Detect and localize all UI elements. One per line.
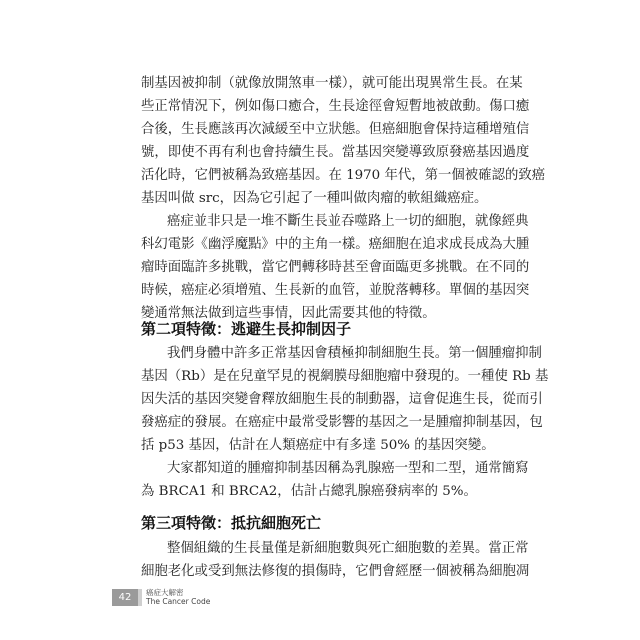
text-line: 時候，癌症必須增殖、生長新的血管，並脫落轉移。單個的基因突	[141, 283, 530, 298]
section-heading-3: 第三項特徵：抵抗細胞死亡	[141, 514, 322, 532]
text-line: 基因叫做 src，因為它引起了一種叫做肉瘤的軟組織癌症。	[141, 191, 488, 206]
book-title: 癌症大解密	[146, 588, 184, 597]
text-line: 括 p53 基因，估計在人類癌症中有多達 50% 的基因突變。	[141, 438, 495, 453]
text-line: 整個組織的生長量僅是新細胞數與死亡細胞數的差異。當正常	[167, 541, 529, 556]
book-subtitle: The Cancer Code	[146, 597, 211, 606]
text-line: 制基因被抑制（就像放開煞車一樣），就可能出現異常生長。在某	[141, 76, 523, 91]
text-line: 活化時，它們被稱為致癌基因。在 1970 年代，第一個被確認的致癌	[141, 168, 546, 183]
text-line: 細胞老化或受到無法修復的損傷時，它們會經歷一個被稱為細胞凋	[141, 564, 530, 579]
text-line: 大家都知道的腫瘤抑制基因稱為乳腺癌一型和二型，通常簡寫	[167, 461, 529, 476]
paragraph-block-1	[141, 72, 546, 210]
text-line: 我們身體中許多正常基因會積極抑制細胞生長。第一個腫瘤抑制	[167, 346, 542, 361]
text-line: 號，即使不再有利也會持續生長。當基因突變導致原發癌基因過度	[141, 145, 530, 160]
text-line: 因失活的基因突變會釋放細胞生長的制動器，這會促進生長，從而引	[141, 392, 543, 407]
text-line: 為 BRCA1 和 BRCA2，估計占總乳腺癌發病率的 5%。	[141, 484, 477, 499]
paragraph-block-4	[141, 457, 529, 503]
paragraph-block-5	[141, 537, 530, 583]
paragraph-block-2	[141, 210, 530, 325]
footer-divider	[138, 589, 142, 606]
page-number: 42	[112, 589, 138, 606]
text-line: 發癌症的發展。在癌症中最常受影響的基因之一是腫瘤抑制基因，包	[141, 415, 543, 430]
section-heading-2: 第二項特徵：逃避生長抑制因子	[141, 320, 352, 338]
text-line: 科幻電影《幽浮魔點》中的主角一樣。癌細胞在追求成長成為大腫	[141, 237, 530, 252]
text-line: 些正常情況下，例如傷口癒合，生長途徑會短暫地被啟動。傷口癒	[141, 99, 530, 114]
text-line: 瘤時面臨許多挑戰，當它們轉移時甚至會面臨更多挑戰。在不同的	[141, 260, 530, 275]
paragraph-block-3	[141, 342, 549, 457]
text-line: 變通常無法做到這些事情，因此需要其他的特徵。	[141, 306, 436, 321]
text-line: 基因（Rb）是在兒童罕見的視網膜母細胞瘤中發現的。一種使 Rb 基	[141, 369, 549, 384]
text-line: 合後，生長應該再次減緩至中立狀態。但癌細胞會保持這種增殖信	[141, 122, 530, 137]
text-line: 癌症並非只是一堆不斷生長並吞噬路上一切的細胞，就像經典	[167, 214, 529, 229]
